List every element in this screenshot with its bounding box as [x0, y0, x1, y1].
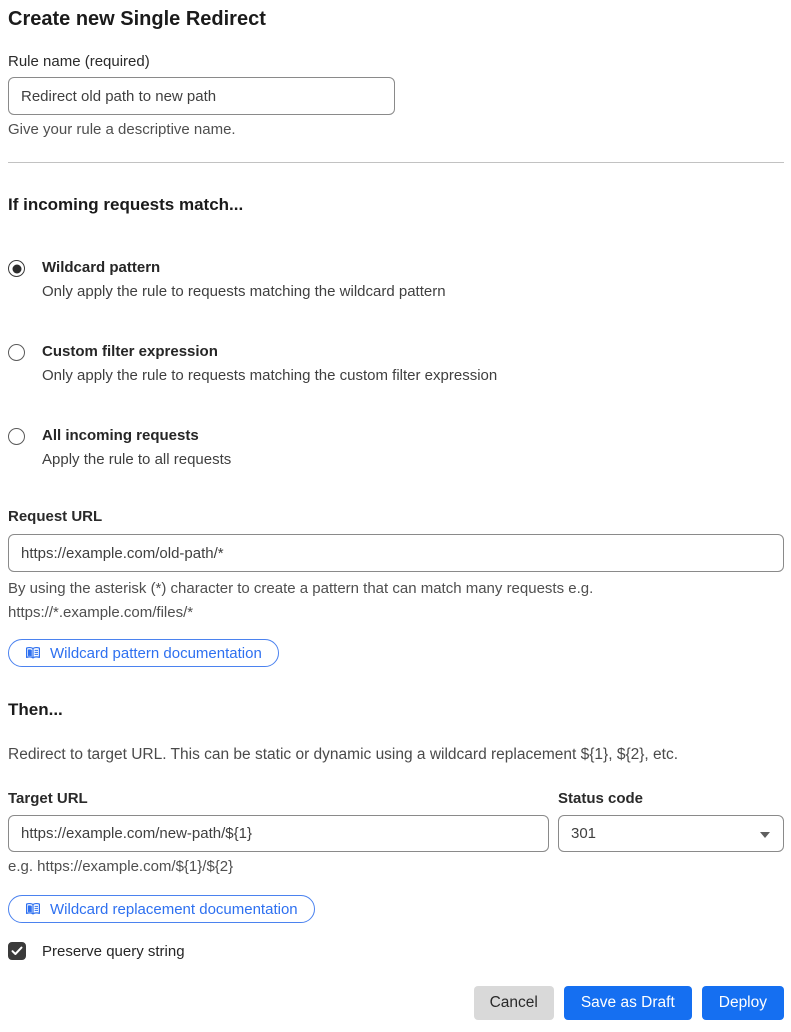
preserve-query-string-label: Preserve query string — [42, 942, 185, 960]
target-url-label: Target URL — [8, 790, 88, 807]
radio-label: Wildcard pattern — [42, 259, 161, 276]
status-code-select[interactable] — [558, 815, 784, 852]
wildcard-replacement-docs-label: Wildcard replacement documentation — [50, 900, 298, 918]
deploy-button[interactable]: Deploy — [702, 986, 784, 1020]
request-url-help-line1: By using the asterisk (*) character to create a pattern that can match many requests e.g. — [8, 580, 594, 597]
rule-name-help: Give your rule a descriptive name. — [8, 121, 236, 138]
section-divider — [8, 162, 784, 163]
check-icon — [11, 946, 23, 956]
request-url-help-line2: https://*.example.com/files/* — [8, 604, 194, 621]
wildcard-replacement-docs-button[interactable] — [8, 895, 315, 923]
open-book-icon — [25, 902, 41, 916]
target-status-row — [8, 790, 784, 876]
match-section-heading: If incoming requests match... — [8, 195, 244, 214]
preserve-query-string-row[interactable] — [8, 942, 784, 960]
rule-name-field — [8, 53, 784, 139]
target-url-field — [8, 790, 549, 876]
radio-label: Custom filter expression — [42, 343, 218, 360]
target-url-help: e.g. https://example.com/${1}/${2} — [8, 858, 234, 875]
then-description: Redirect to target URL. This can be static or dynamic using a wildcard replacement ${1}, ${2}, etc. — [8, 746, 679, 763]
status-code-label: Status code — [558, 790, 644, 807]
form-actions — [8, 986, 784, 1020]
request-url-help — [8, 577, 784, 625]
status-code-selected-value: 301 — [571, 825, 597, 842]
radio-label: All incoming requests — [42, 427, 199, 444]
wildcard-pattern-docs-label: Wildcard pattern documentation — [50, 644, 262, 662]
checkbox-checked[interactable] — [8, 942, 26, 960]
page-title: Create new Single Redirect — [8, 8, 266, 30]
radio-description: Apply the rule to all requests — [42, 451, 232, 468]
save-as-draft-button[interactable]: Save as Draft — [564, 986, 692, 1020]
status-code-field — [558, 790, 784, 876]
request-url-label: Request URL — [8, 508, 103, 525]
open-book-icon — [25, 646, 41, 660]
radio-option-wildcard-pattern[interactable] — [8, 259, 784, 300]
rule-name-label: Rule name (required) — [8, 53, 150, 70]
target-url-input[interactable] — [8, 815, 549, 852]
match-radio-group — [8, 259, 784, 468]
radio-description: Only apply the rule to requests matching the wildcard pattern — [42, 283, 446, 300]
radio-description: Only apply the rule to requests matching the custom filter expression — [42, 367, 498, 384]
rule-name-input[interactable] — [8, 77, 395, 115]
radio-icon-selected[interactable] — [8, 260, 25, 277]
radio-option-custom-filter-expression[interactable] — [8, 343, 784, 384]
request-url-field — [8, 508, 784, 625]
radio-option-all-incoming-requests[interactable] — [8, 427, 784, 468]
then-section-heading: Then... — [8, 700, 63, 719]
request-url-input[interactable] — [8, 534, 784, 572]
wildcard-pattern-docs-button[interactable] — [8, 639, 279, 667]
cancel-button[interactable]: Cancel — [474, 986, 554, 1020]
caret-down-icon — [760, 832, 770, 838]
radio-icon-unselected[interactable] — [8, 344, 25, 361]
radio-icon-unselected[interactable] — [8, 428, 25, 445]
